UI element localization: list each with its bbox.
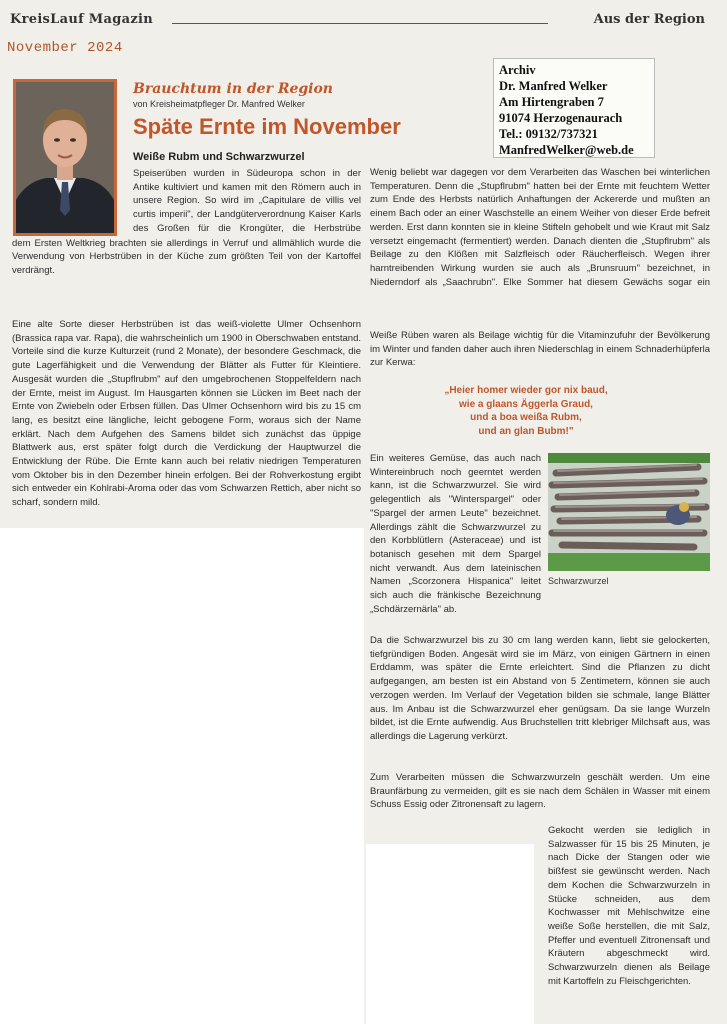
paragraph-boden: Da die Schwarzwurzel bis zu 30 cm lang werden kann, liebt sie gelockerten, tiefgründigen Boden. Angesät wird sie im März, von einigen Gärtnern in einen Erddamm, was später die Ernte erleichtert. Sind die Pflanzen zu dicht aufgegangen, am besten ist ein Abstand von 5 Zentimetern, können sie auch verzogen werden. Im Verlauf der Vegetation bilden sie schmale, lange Blätter aus. Im Anbau ist die Schwarzwurzel eher genügsam. Da sie lange Wurzeln bildet, ist die Ernte aufwendig. Aus Bruchstellen tritt klebriger Milchsaft aus, was allerdings die Lagerung verkürzt. bbox=[370, 635, 710, 742]
section-name: Aus der Region bbox=[593, 12, 705, 27]
blank-area-left bbox=[0, 528, 364, 1024]
intro-paragraph-part1: Speiserüben wurden in Südeuropa schon in der Antike kultiviert und kamen mit den Römern auch in unsere Region. So wird im „Capitulare de villis vel curtis imperii", der Landgüterverordnung Kaiser Karls des Großen für die Krongüter, die Herbstrübe bbox=[133, 168, 361, 234]
archive-email: ManfredWelker@web.de bbox=[499, 143, 634, 157]
paragraph-washing: Wenig beliebt war dagegen vor dem Verarbeiten das Waschen bei winterlichen Temperaturen. Denn die „Stupflrubm" hatten bei der Ernte mit feuchtem Wetter zum Ende des Herbsts natürlich Anhaftungen der Ackererde und mußten an einem Bach oder an einer Waschstelle an einem Weiher von dieser Erde befreit werden. Erst dann konnten sie in kleine Stifteln gehobelt und wie Kraut mit Salz versetzt eingemacht (fermentiert) werden. Danach dienten die „Stupflrubm" als Beilage zu den Klößen mit Salzfleisch oder Räucherfleisch. Wegen ihrer harntreibenden Wirkung wurden sie auch als „Brunsruum" bezeichnet, in Niederndorf als „Saachrubn". Elke Sommer hat diesem Gewächs sogar ein bbox=[370, 167, 710, 288]
dialect-verse bbox=[416, 384, 636, 438]
paragraph-kochen: Gekocht werden sie lediglich in Salzwasser für 15 bis 25 Minuten, je nach Dicke der Stangen oder wie bißfest sie gewünscht werden. Nach dem Kochen die Schwarzwurzeln in Stücke schneiden, aus dem Kochwasser mit Mehlschwitze eine weiße Soße herstellen, die mit Salz, Pfeffer und eventuell Zitronensaft und Kräutern abgeschmeckt wird. Schwarzwurzeln dienen als Beilage mit Kartoffeln zu Fleischgerichten. bbox=[548, 825, 710, 987]
archive-line: Am Hirtengraben 7 bbox=[499, 95, 604, 109]
paragraph-vitamin: Weiße Rüben waren als Beilage wichtig für die Vitaminzufuhr der Bevölkerung im Winter und fanden daher auch ihren Niederschlag in einem Schnaderhüpferla zur Kerwa: bbox=[370, 330, 710, 369]
paragraph-schwarzwurzel-part2: sich auch die fränkische Bezeichnung „Schdärzernärla" ab. bbox=[370, 592, 541, 615]
author-portrait bbox=[13, 79, 117, 236]
archive-stamp bbox=[493, 58, 655, 158]
archive-line: Archiv bbox=[499, 63, 536, 77]
paragraph-schwarzwurzel-part1: Ein weiteres Gemüse, das auch nach Wintereinbruch noch geerntet werden kann, ist die Schwarzwurzel. Sie wird gelegentlich als "Winterspargel" oder "Spargel der armen Leute" bezeichnet. Allerdings zählt die Schwarzwurzel zu den Korbblütlern (Asteraceae) und ist botanisch gesehen mit dem Spargel nicht verwandt. Aus dem lateinischen Namen „Scorzonera Hispanica" leitet bbox=[370, 453, 541, 588]
article-subtitle: Weiße Rubm und Schwarzwurzel bbox=[133, 151, 305, 163]
schwarzwurzel-drawing bbox=[548, 453, 710, 571]
verse-line: und an glan Bubm!" bbox=[478, 425, 574, 437]
magazine-title: KreisLauf Magazin bbox=[10, 12, 154, 27]
archive-line: 91074 Herzogenaurach bbox=[499, 111, 623, 125]
photo-caption: Schwarzwurzel bbox=[548, 576, 609, 586]
article-title: Späte Ernte im November bbox=[133, 114, 401, 139]
schwarzwurzel-photo bbox=[548, 453, 710, 571]
portrait-drawing bbox=[16, 82, 114, 233]
paragraph-verarbeiten: Zum Verarbeiten müssen die Schwarzwurzeln geschält werden. Um eine Braunfärbung zu vermeiden, gilt es sie nach dem Schälen in Wasser mit einem Schuss Essig oder Zitronensaft zu lagern. bbox=[370, 772, 710, 811]
article-kicker: Brauchtum in der Region bbox=[133, 81, 333, 97]
archive-line: Tel.: 09132/737321 bbox=[499, 127, 598, 141]
verse-line: wie a glaans Äggerla Graud, bbox=[459, 398, 593, 410]
intro-paragraph-part2: dem Ersten Weltkrieg brachten sie allerdings in Verruf und allmählich wurde die Verwendung von Herbstrüben in der Küche zum größten Teil von der Kartoffel verdrängt. bbox=[12, 237, 361, 276]
verse-line: „Heier homer wieder gor nix baud, bbox=[444, 385, 608, 396]
verse-line: und a boa weißa Rubm, bbox=[470, 412, 582, 423]
blank-area-right bbox=[366, 844, 534, 1024]
article-byline: von Kreisheimatpfleger Dr. Manfred Welker bbox=[133, 99, 305, 109]
issue-date: November 2024 bbox=[7, 40, 123, 56]
paragraph-ulmer-ochsenhorn: Eine alte Sorte dieser Herbstrüben ist das weiß-violette Ulmer Ochsenhorn (Brassica rapa var. Rapa), die wahrscheinlich um 1900 in Oberschwaben entstand. Vorteile sind die kurze Kulturzeit (rund 2 Monate), der besondere Geschmack, die gute Lagerfähigkeit und die Verwendung der Blätter als Futter für Kleintiere. Ausgesät wurden die „Stupflrubm" auf den umgebrochenen Stoppelfeldern nach der Ernte, meist im August. Im Hausgarten können sie Lücken im Beet nach der Ernte von Zwiebeln oder Erbsen füllen. Das Ulmer Ochsenhorn wird bis zu 15 cm lang, es besitzt eine längliche, leicht gebogene Form, woraus sich der Name erklärt. Nach dem Aufgehen des Samens bildet sich zunächst das üppige Blattwerk aus, erst später folgt durch die Verdickung der Hauptwurzel die Entwicklung der Rübe. Die Ernte kann auch bei relativ niedrigen Temperaturen vom Oktober bis in den Dezember hinein erfolgen. Bei der Rohverkostung ergibt sich entweder ein Kohlrabi-Aroma oder das vom Schwarzen Rettich, aber nicht so scharf, sondern mild. bbox=[12, 319, 361, 509]
archive-line: Dr. Manfred Welker bbox=[499, 79, 608, 93]
header-rule bbox=[172, 23, 548, 24]
